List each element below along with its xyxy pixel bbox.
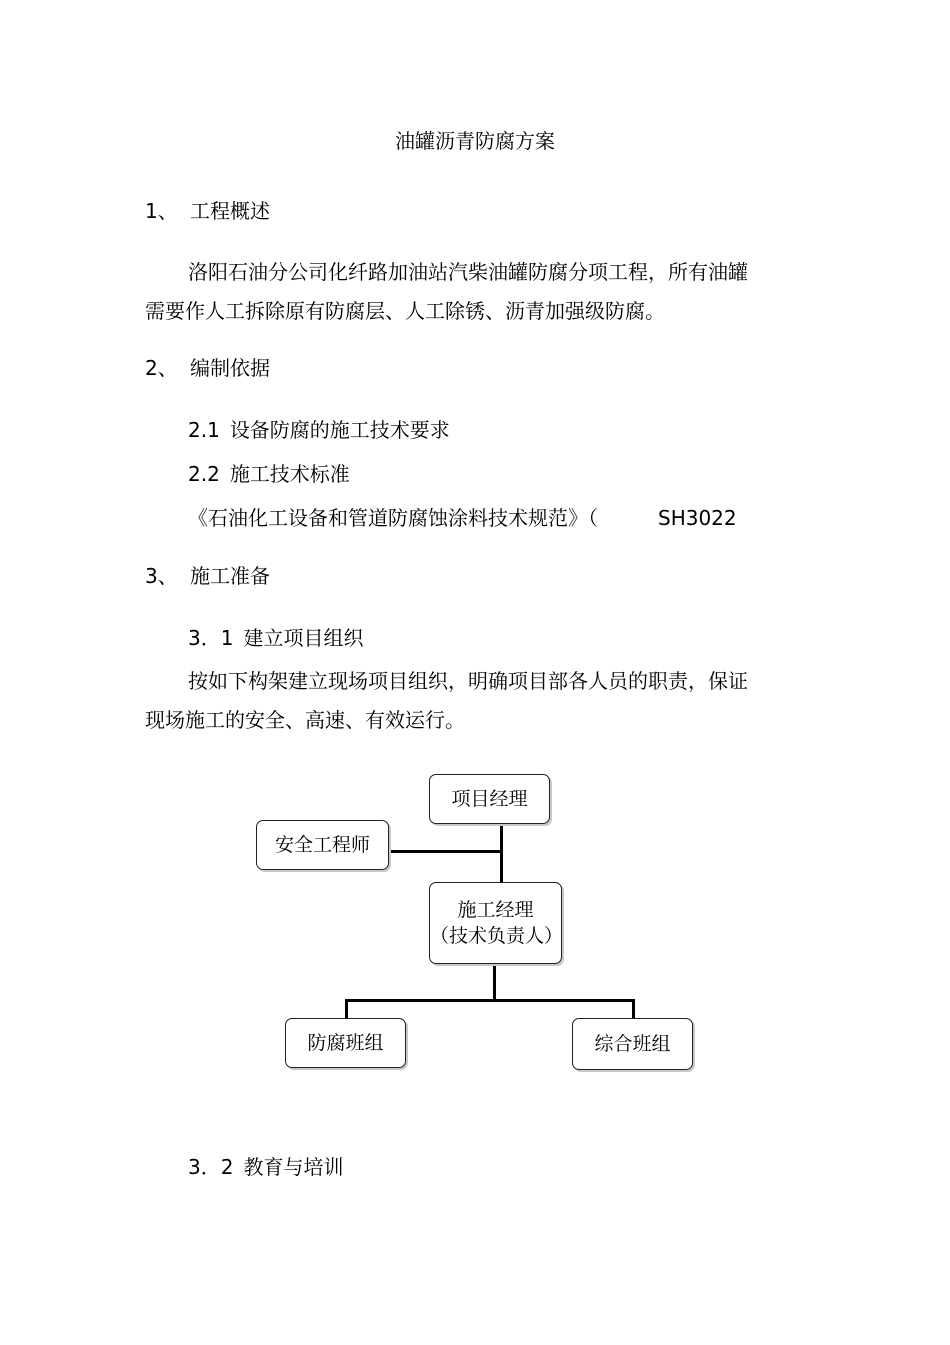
page-title: 油罐沥青防腐方案 — [395, 129, 555, 153]
item-number: 2.2 — [188, 462, 220, 486]
item-number: 2.1 — [188, 418, 220, 442]
standard-reference: 《石油化工设备和管道防腐蚀涂料技术规范》（ — [188, 506, 598, 530]
project-manager-box — [429, 774, 550, 824]
connector-safety-engineer — [388, 850, 502, 853]
prep-paragraph-line-2: 现场施工的安全、高速、有效运行。 — [145, 708, 465, 732]
section-2-heading — [145, 356, 270, 380]
prep-paragraph-line-1: 按如下构架建立现场项目组织，明确项目部各人员的职责，保证 — [188, 669, 748, 693]
connector-left-drop — [345, 999, 348, 1020]
section-3-heading — [145, 564, 270, 588]
standard-code: SH3022 — [658, 506, 737, 530]
construction-manager-box — [429, 882, 562, 964]
section-number: 2、 — [145, 356, 178, 380]
project-manager-label: 项目经理 — [451, 788, 528, 810]
overview-paragraph-line-1: 洛阳石油分公司化纤路加油站汽柴油罐防腐分项工程，所有油罐 — [188, 260, 748, 284]
section-title: 工程概述 — [190, 199, 270, 223]
connector-pm-to-cm — [500, 823, 503, 883]
connector-horizontal-bar — [345, 999, 635, 1002]
item-text: 设备防腐的施工技术要求 — [229, 418, 450, 442]
connector-cm-down — [493, 963, 496, 1001]
general-team-box — [572, 1018, 693, 1070]
safety-engineer-label: 安全工程师 — [274, 834, 370, 856]
general-team-label: 综合班组 — [594, 1033, 671, 1055]
section-title: 编制依据 — [190, 356, 270, 380]
section-number: 1、 — [145, 199, 178, 223]
construction-manager-label: 施工经理 — [457, 899, 534, 921]
prep-sub-3-2 — [188, 1155, 343, 1179]
item-text: 教育与培训 — [243, 1155, 344, 1179]
item-number: 3．2 — [188, 1155, 234, 1179]
basis-item-2-1 — [188, 418, 450, 442]
item-text: 施工技术标准 — [229, 462, 350, 486]
connector-right-drop — [632, 999, 635, 1020]
item-text: 建立项目组织 — [243, 626, 364, 650]
section-title: 施工准备 — [190, 564, 270, 588]
overview-paragraph-line-2: 需要作人工拆除原有防腐层、人工除锈、沥青加强级防腐。 — [145, 299, 665, 323]
section-number: 3、 — [145, 564, 178, 588]
construction-manager-sub-label: （技术负责人） — [430, 925, 564, 947]
basis-item-2-2 — [188, 462, 350, 486]
anticorrosion-team-label: 防腐班组 — [307, 1032, 384, 1054]
section-1-heading — [145, 199, 270, 223]
safety-engineer-box — [256, 820, 389, 870]
item-number: 3．1 — [188, 626, 234, 650]
anticorrosion-team-box — [285, 1018, 406, 1068]
prep-sub-3-1 — [188, 626, 363, 650]
